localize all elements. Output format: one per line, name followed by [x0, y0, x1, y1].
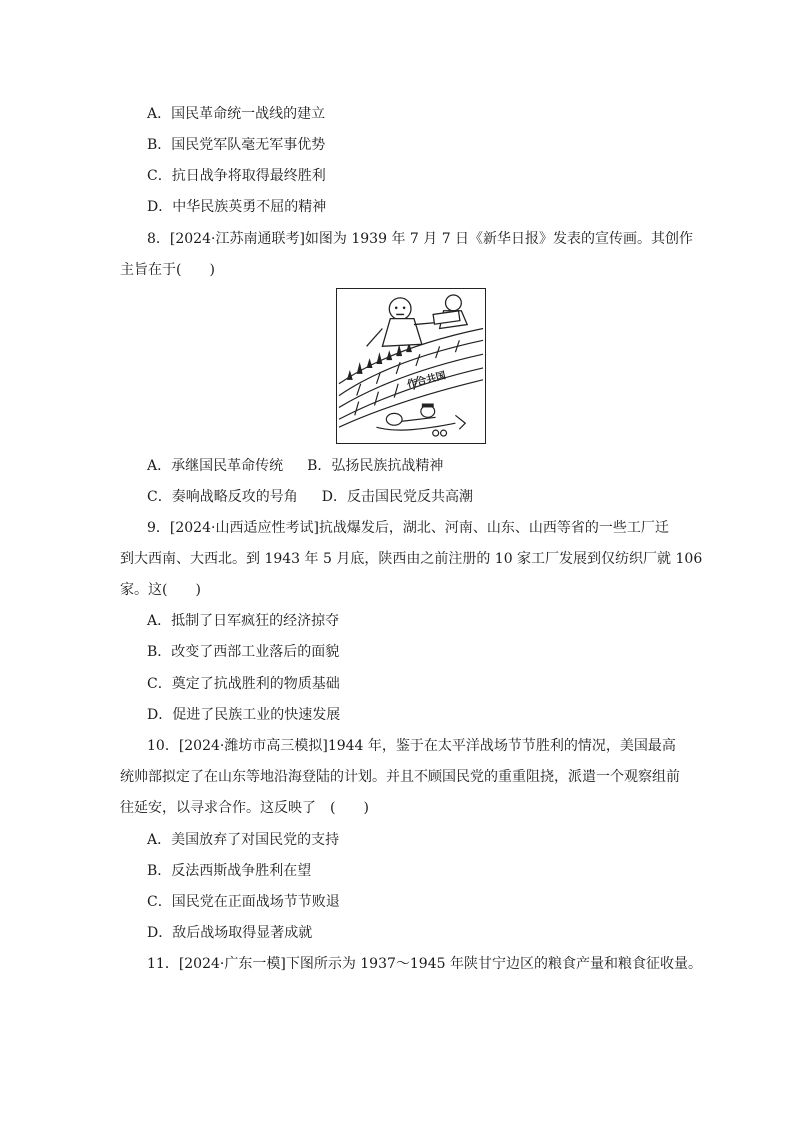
q10-option-d: D．敌后战场取得显著成就: [147, 925, 313, 941]
q10-option-b: B．反法西斯战争胜利在望: [147, 863, 312, 879]
q8-stem-line1: 8．[2024·江苏南通联考]如图为 1939 年 7 月 7 日《新华日报》发表的宣传画。其创作: [147, 231, 694, 247]
q7-option-c: C．抗日战争将取得最终胜利: [147, 168, 326, 184]
q9-option-b: B．改变了西部工业落后的面貌: [147, 644, 340, 660]
figure-wall-text: 作合共国: [406, 370, 448, 391]
q8-option-c: C．奏响战略反攻的号角: [147, 489, 298, 505]
q9-stem-line3: 家。这( ): [120, 582, 201, 598]
q8-stem-line2: 主旨在于( ): [120, 262, 215, 278]
q9-option-c: C．奠定了抗战胜利的物质基础: [147, 676, 340, 692]
q9-option-d: D．促进了民族工业的快速发展: [147, 707, 341, 723]
q7-option-a: A．国民革命统一战线的建立: [147, 106, 326, 122]
q9-stem-line2: 到大西南、大西北。到 1943 年 5 月底，陕西由之前注册的 10 家工厂发展到仅纺织厂就 106: [120, 551, 703, 567]
q8-options-row1: [147, 456, 443, 476]
q8-options-row2: [147, 487, 473, 507]
q8-option-d: D．反击国民党反共高潮: [321, 489, 473, 505]
q7-option-b: B．国民党军队毫无军事优势: [147, 137, 326, 153]
q9-option-a: A．抵制了日军疯狂的经济掠夺: [147, 613, 340, 629]
q8-option-b: B．弘扬民族抗战精神: [307, 458, 444, 474]
q9-stem-line1: 9．[2024·山西适应性考试]抗战爆发后，湖北、河南、山东、山西等省的一些工厂迁: [147, 520, 669, 536]
q10-option-c: C．国民党在正面战场节节败退: [147, 894, 340, 910]
q8-option-a: A．承继国民革命传统: [147, 458, 284, 474]
q11-stem-line1: 11．[2024·广东一模]下图所示为 1937～1945 年陕甘宁边区的粮食产量和粮食征收量。: [147, 956, 702, 972]
q10-stem-line1: 10．[2024·潍坊市高三模拟]1944 年，鉴于在太平洋战场节节胜利的情况，美国最高: [147, 738, 676, 754]
q10-stem-line2: 统帅部拟定了在山东等地沿海登陆的计划。并且不顾国民党的重重阻挠，派遣一个观察组前: [120, 769, 680, 785]
propaganda-illustration: [336, 288, 486, 444]
q10-option-a: A．美国放弃了对国民党的支持: [147, 832, 340, 848]
q7-option-d: D．中华民族英勇不屈的精神: [147, 199, 327, 215]
q10-stem-line3: 往延安，以寻求合作。这反映了 ( ): [120, 800, 369, 816]
